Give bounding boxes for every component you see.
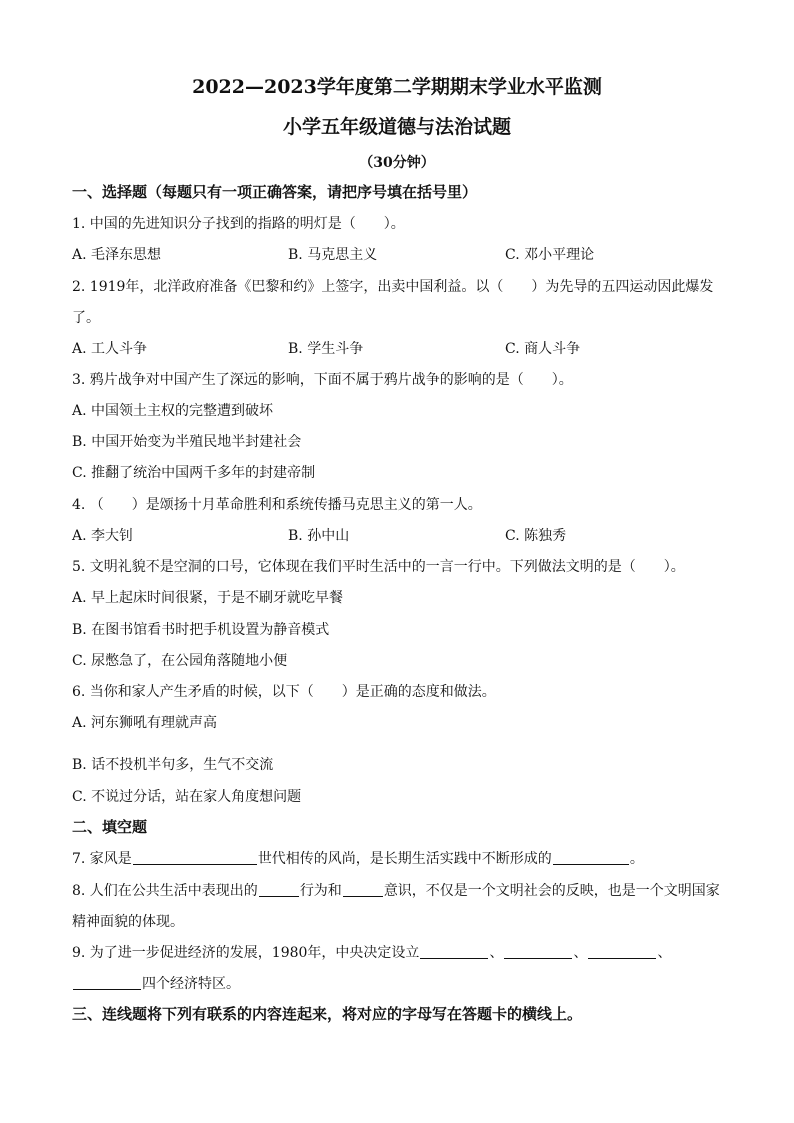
q5-option-a: A. 早上起床时间很紧，于是不刷牙就吃早餐 [72,590,344,606]
q8-text-2: 行为和 [299,883,342,899]
q9-sep-3: 、 [657,945,672,961]
exam-duration: （30分钟） [359,155,435,171]
q7-text-2: 世代相传的风尚，是长期生活实践中不断形成的 [257,851,552,867]
q9-blank-4[interactable] [73,975,141,990]
q6-option-c: C. 不说过分话，站在家人角度想问题 [72,789,302,805]
section-choice-heading: 一、选择题（每题只有一项正确答案，请把序号填在括号里） [72,183,478,201]
exam-title: 2022—2023学年度第二学期期末学业水平监测 [192,76,602,98]
q2-option-c: C. 商人斗争 [505,341,581,357]
q1-option-b: B. 马克思主义 [288,247,378,263]
q6-option-b: B. 话不投机半句多，生气不交流 [72,757,274,773]
q6-option-a: A. 河东狮吼有理就声高 [72,715,218,731]
q9-blank-3[interactable] [588,944,656,959]
q9-line1 [72,942,671,962]
q7-text-3: 。 [629,851,644,867]
q4-stem: 4. （ ）是颂扬十月革命胜利和系统传播马克思主义的第一人。 [72,497,482,513]
q3-stem: 3. 鸦片战争对中国产生了深远的影响，下面不属于鸦片战争的影响的是（ ）。 [72,372,573,388]
q5-stem: 5. 文明礼貌不是空洞的口号，它体现在我们平时生活中的一言一行中。下列做法文明的是（ ）。 [72,559,685,575]
q2-option-b: B. 学生斗争 [288,341,364,357]
q5-option-b: B. 在图书馆看书时把手机设置为静音模式 [72,622,330,638]
q8-line2: 精神面貌的体现。 [72,914,184,930]
q1-option-c: C. 邓小平理论 [505,247,595,263]
q1-option-a: A. 毛泽东思想 [72,247,162,263]
q3-option-c: C. 推翻了统治中国两千多年的封建帝制 [72,465,316,481]
q5-option-c: C. 尿憋急了，在公园角落随地小便 [72,653,288,669]
q8-text-1: 8. 人们在公共生活中表现出的 [72,883,258,899]
section-fill-heading: 二、填空题 [72,818,148,836]
section-matching-heading: 三、连线题将下列有联系的内容连起来，将对应的字母写在答题卡的横线上。 [72,1005,583,1023]
q2-stem-line2: 了。 [72,310,100,326]
q4-option-a: A. 李大钊 [72,528,134,544]
q8-blank-1[interactable] [259,882,299,897]
q3-option-b: B. 中国开始变为半殖民地半封建社会 [72,434,302,450]
q7-text-1: 7. 家风是 [72,851,132,867]
q1-stem: 1. 中国的先进知识分子找到的指路的明灯是（ ）。 [72,216,405,232]
q9-sep-1: 、 [489,945,504,961]
q4-option-c: C. 陈独秀 [505,528,567,544]
q8-blank-2[interactable] [343,882,383,897]
q8-text-3: 意识，不仅是一个文明社会的反映，也是一个文明国家 [383,883,720,899]
q8-line1 [72,880,720,900]
q9-blank-1[interactable] [420,944,488,959]
q9-text-2: 四个经济特区。 [142,976,240,992]
q4-option-b: B. 孙中山 [288,528,350,544]
q2-option-a: A. 工人斗争 [72,341,148,357]
q7-blank-1[interactable] [133,850,257,865]
q9-blank-2[interactable] [504,944,572,959]
q6-stem: 6. 当你和家人产生矛盾的时候，以下（ ）是正确的态度和做法。 [72,684,496,700]
q9-line2 [72,973,240,993]
q7-line [72,848,644,868]
q9-text-1: 9. 为了进一步促进经济的发展，1980年，中央决定设立 [72,945,420,961]
q9-sep-2: 、 [573,945,588,961]
q3-option-a: A. 中国领土主权的完整遭到破坏 [72,403,274,419]
q2-stem-line1: 2. 1919年，北洋政府准备《巴黎和约》上签字，出卖中国利益。以（ ）为先导的五四运动因此爆发 [72,279,714,295]
exam-subtitle: 小学五年级道德与法治试题 [282,116,511,138]
q7-blank-2[interactable] [553,850,629,865]
